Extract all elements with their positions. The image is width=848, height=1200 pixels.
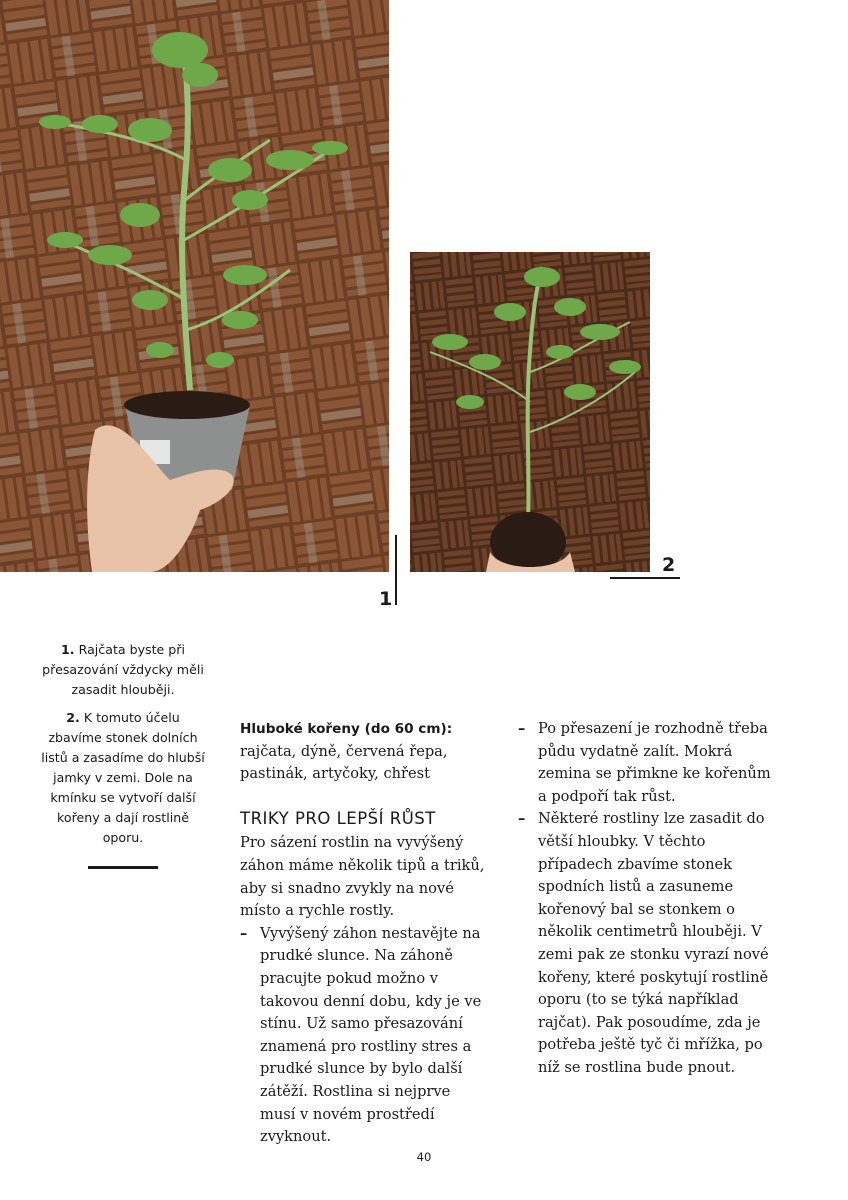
figure-2-number: 2 [662, 554, 676, 576]
tip-shade: – Vyvýšený záhon nestavějte na prudké slunce. Na záhoně pracujte pokud možno v takovou denní dobu, kdy je ve stínu. Už samo přesazování znamená pro rostliny stres a prudké slunce by bylo další zátěží. Rostlina si nejprve musí v novém prostředí zvyknout. [240, 923, 490, 1149]
caption-1-text: Rajčata byste při přesazování vždycky měli zasadit hlouběji. [42, 642, 204, 697]
caption-2 [40, 708, 206, 848]
deep-roots-paragraph [240, 718, 490, 786]
tips-list-2 [518, 718, 780, 1080]
tip-deep-planting: – Některé rostliny lze zasadit do větší hloubky. V těchto případech zbavíme stonek spodních listů a zasuneme kořenový bal se stonkem o několik centimetrů hlouběji. V zemi pak ze stonku vyrazí nové kořeny, které poskytují rostlině oporu (to se týká například rajčat). Pak posoudíme, zda je potřeba ještě tyč či mřížka, po níž se rostlina bude pnout. [518, 808, 780, 1079]
photo-seedling-in-pot [0, 0, 389, 572]
text-column-2 [518, 718, 780, 1080]
caption-rule [88, 866, 158, 869]
photo-seedling-root-ball [410, 252, 650, 572]
caption-1-number: 1. [61, 642, 75, 657]
figure-1-number: 1 [379, 588, 393, 610]
section-heading: TRIKY PRO LEPŠÍ RŮST [240, 808, 436, 828]
caption-1 [40, 640, 206, 700]
text-column-1 [240, 718, 490, 1149]
deep-roots-label: Hluboké kořeny (do 60 cm): [240, 721, 453, 737]
tips-list-1 [240, 923, 490, 1149]
deep-roots-text: rajčata, dýně, červená řepa, pastinák, artyčoky, chřest [240, 742, 448, 783]
intro-paragraph: Pro sázení rostlin na vyvýšený záhon máme několik tipů a triků, aby si snadno zvykly na nové místo a rychle rostly. [240, 834, 485, 920]
figure-2-rule [610, 577, 680, 579]
caption-2-number: 2. [66, 710, 80, 725]
page-number: 40 [416, 1150, 432, 1164]
caption-2-text: K tomuto účelu zbavíme stonek dolních listů a zasadíme do hlubší jamky v zemi. Dole na kmínku se vytvoří další kořeny a dají rostlině oporu. [41, 710, 205, 845]
tip-watering: – Po přesazení je rozhodně třeba půdu vydatně zalít. Mokrá zemina se přimkne ke kořenům a podpoří tak růst. [518, 718, 780, 808]
figure-1-rule [395, 535, 397, 605]
figure-captions [40, 640, 206, 856]
